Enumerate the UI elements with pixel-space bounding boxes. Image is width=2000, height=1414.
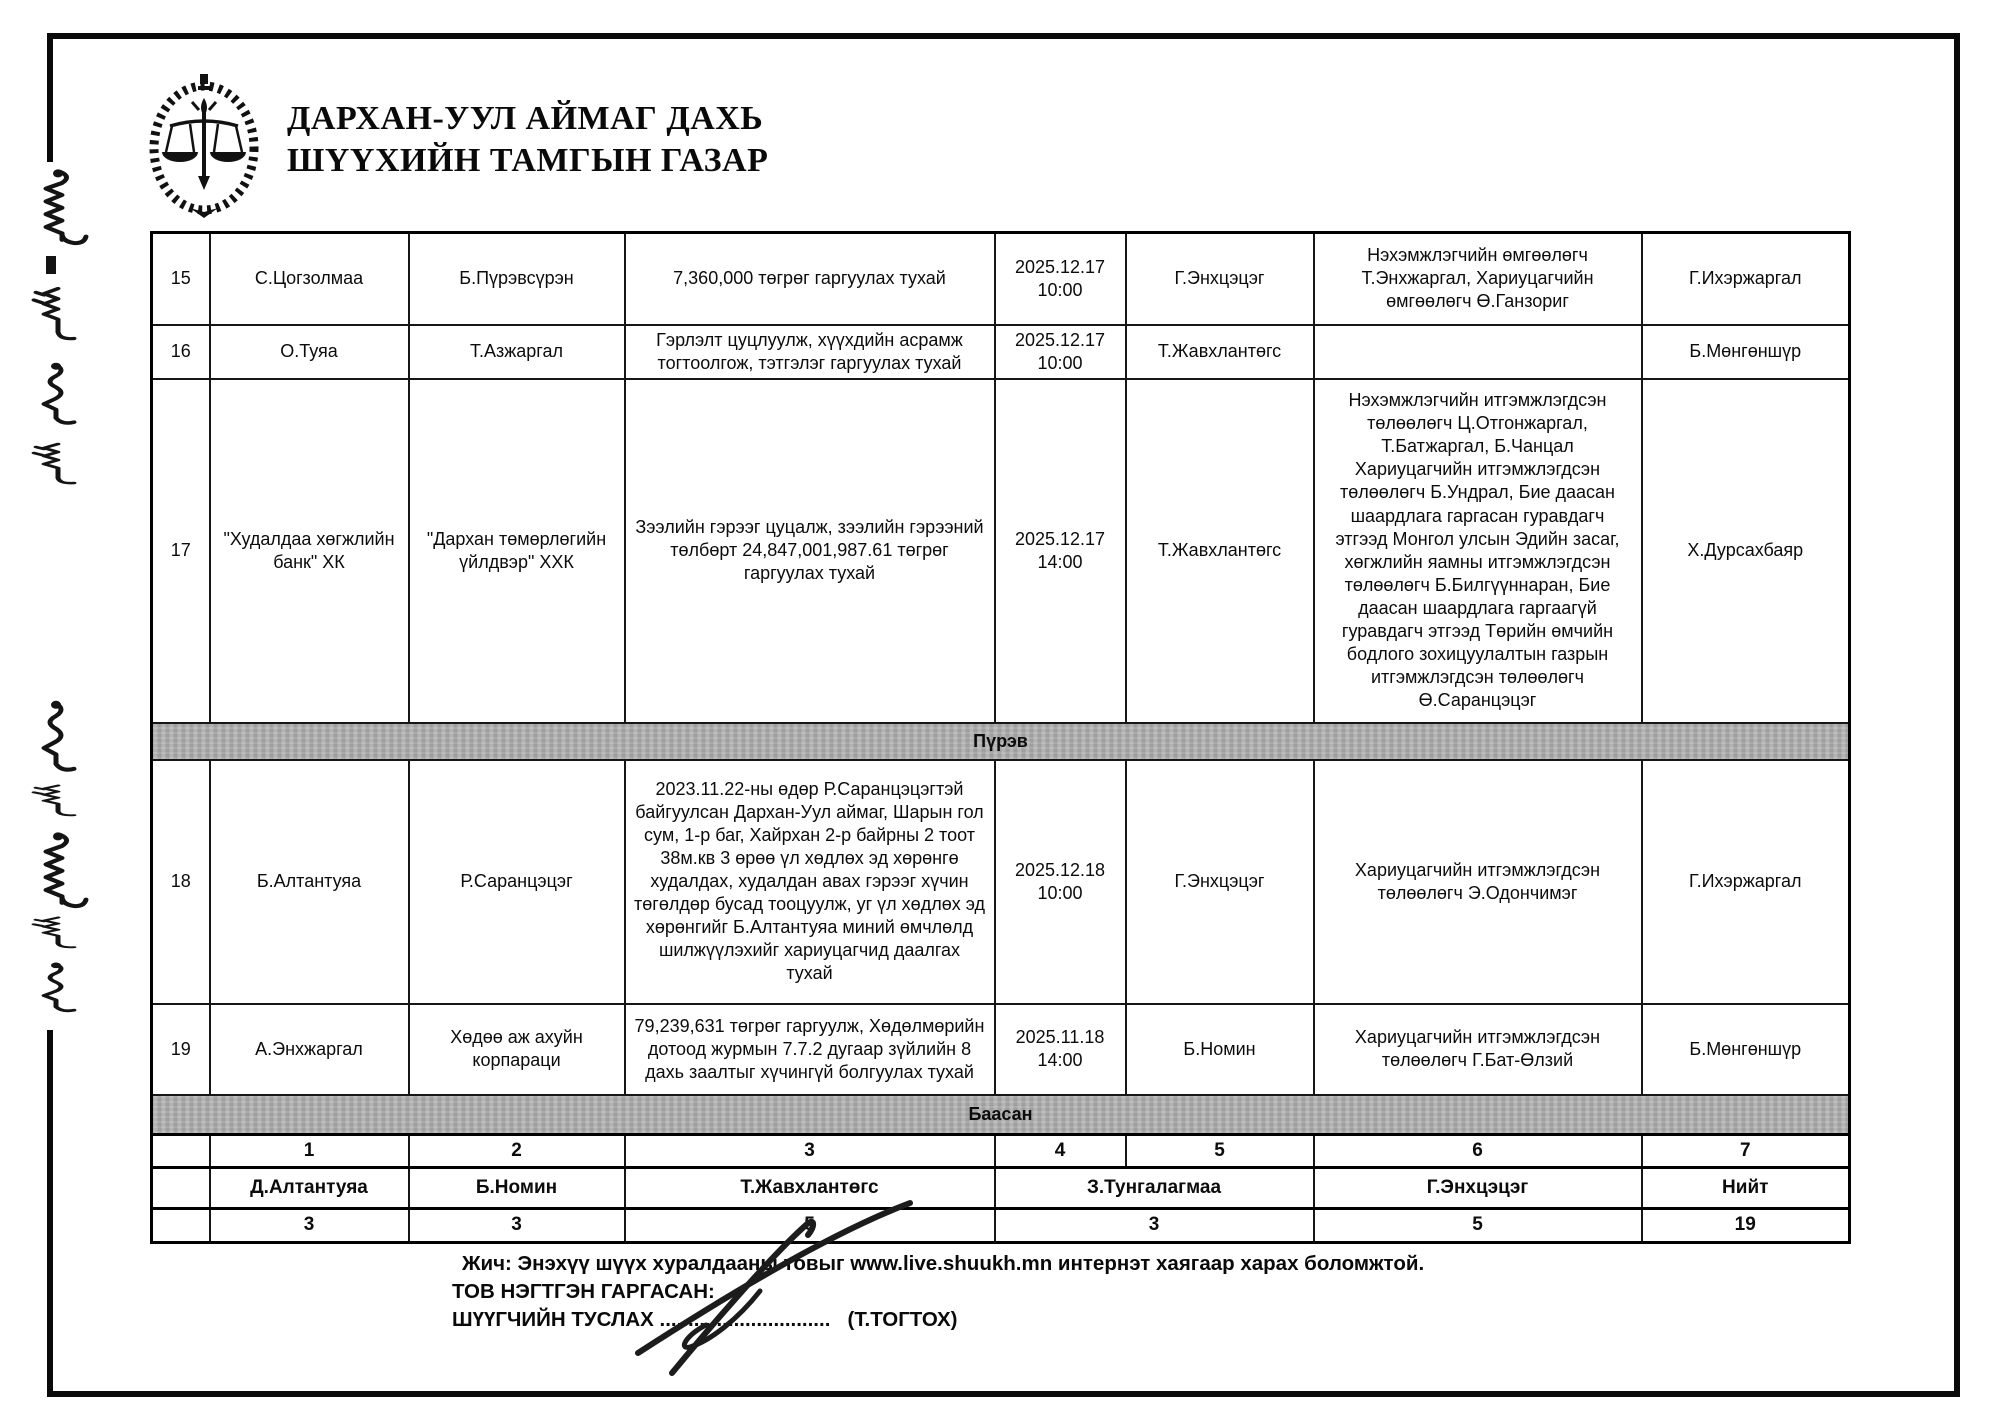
hearing-time: 10:00 xyxy=(1037,279,1083,300)
defendant-cell: Р.Саранцэцэг xyxy=(409,760,625,1004)
table-row xyxy=(152,379,1850,723)
summary-empty-cell xyxy=(152,1168,210,1209)
hearing-date: 2025.11.18 xyxy=(1015,1027,1105,1048)
summary-col-number: 7 xyxy=(1642,1135,1850,1168)
judge-cell: Т.Жавхлантөгс xyxy=(1126,325,1314,379)
prepared-by-label: ТОВ НЭГТГЭН ГАРГАСАН: xyxy=(452,1280,715,1303)
defendant-cell: Хөдөө аж ахуйн корпараци xyxy=(409,1004,625,1095)
datetime-cell xyxy=(995,1004,1126,1095)
secretary-cell: Г.Ихэржаргал xyxy=(1642,233,1850,325)
datetime-cell xyxy=(995,325,1126,379)
hearing-time: 14:00 xyxy=(1037,1050,1083,1071)
datetime-cell xyxy=(995,379,1126,723)
summary-empty-cell xyxy=(152,1209,210,1242)
case-summary-cell: Гэрлэлт цуцлуулж, хүүхдийн асрамж тогтоолгож, тэтгэлэг гаргуулах тухай xyxy=(625,325,995,379)
summary-col-number: 6 xyxy=(1314,1135,1642,1168)
case-number-cell: 16 xyxy=(152,325,210,379)
footer-notes xyxy=(452,1250,1424,1334)
case-number-cell: 15 xyxy=(152,233,210,325)
day-separator-friday xyxy=(152,1095,1850,1135)
secretary-cell: Б.Мөнгөншүр xyxy=(1642,325,1850,379)
assistant-name: (Т.ТОГТОХ) xyxy=(847,1308,958,1331)
summary-empty-cell xyxy=(152,1135,210,1168)
hearing-time: 14:00 xyxy=(1037,551,1083,572)
case-summary-cell: 7,360,000 төгрөг гаргуулах тухай xyxy=(625,233,995,325)
summary-judge-name: З.Тунгалагмаа xyxy=(995,1168,1314,1209)
case-summary-cell: 2023.11.22-ны өдөр Р.Саранцэцэгтэй байгуулсан Дархан-Уул аймаг, Шарын гол сум, 1-р баг, Хайрхан 2-р байрны 2 тоот 38м.кв 3 өрөө үл хөдлөх эд хөрөнгө худалдах, худалдан авах гэрээг хүчин төгөлдөр бусад тооцуулж, уг үл хөдлөх эд хөрөнгийг Б.Алтантуяа миний өмчлөлд шилжүүлэхийг хариуцагчид даалгах тухай xyxy=(625,760,995,1004)
case-number-cell: 19 xyxy=(152,1004,210,1095)
hearing-time: 10:00 xyxy=(1037,352,1083,373)
judge-cell: Б.Номин xyxy=(1126,1004,1314,1095)
defendant-cell: Т.Азжаргал xyxy=(409,325,625,379)
summary-col-number: 2 xyxy=(409,1135,625,1168)
summary-judge-name: Т.Жавхлантөгс xyxy=(625,1168,995,1209)
summary-count: 5 xyxy=(1314,1209,1642,1242)
plaintiff-cell: А.Энхжаргал xyxy=(210,1004,409,1095)
summary-count-row xyxy=(152,1209,1850,1242)
summary-count: 3 xyxy=(210,1209,409,1242)
summary-total-count: 19 xyxy=(1642,1209,1850,1242)
hearing-date: 2025.12.17 xyxy=(1014,256,1106,277)
secretary-cell: Б.Мөнгөншүр xyxy=(1642,1004,1850,1095)
summary-col-number: 5 xyxy=(1126,1135,1314,1168)
representatives-cell: Нэхэмжлэгчийн өмгөөлөгч Т.Энхжаргал, Хариуцагчийн өмгөөлөгч Ө.Ганзориг xyxy=(1314,233,1642,325)
judge-cell: Г.Энхцэцэг xyxy=(1126,760,1314,1004)
case-summary-cell: Зээлийн гэрээг цуцалж, зээлийн гэрээний төлбөрт 24,847,001,987.61 төгрөг гаргуулах тухай xyxy=(625,379,995,723)
summary-col-number: 4 xyxy=(995,1135,1126,1168)
plaintiff-cell: Б.Алтантуяа xyxy=(210,760,409,1004)
judge-cell: Т.Жавхлантөгс xyxy=(1126,379,1314,723)
org-title xyxy=(287,98,768,182)
summary-number-row xyxy=(152,1135,1850,1168)
secretary-cell: Г.Ихэржаргал xyxy=(1642,760,1850,1004)
datetime-cell xyxy=(995,233,1126,325)
summary-count: 3 xyxy=(409,1209,625,1242)
summary-total-label: Нийт xyxy=(1642,1168,1850,1209)
table-row xyxy=(152,1004,1850,1095)
judge-cell: Г.Энхцэцэг xyxy=(1126,233,1314,325)
summary-judge-row xyxy=(152,1168,1850,1209)
summary-judge-name: Г.Энхцэцэг xyxy=(1314,1168,1642,1209)
plaintiff-cell: "Худалдаа хөгжлийн банк" ХК xyxy=(210,379,409,723)
summary-col-number: 1 xyxy=(210,1135,409,1168)
secretary-cell: Х.Дурсахбаяр xyxy=(1642,379,1850,723)
case-number-cell: 18 xyxy=(152,760,210,1004)
summary-col-number: 3 xyxy=(625,1135,995,1168)
table-row xyxy=(152,760,1850,1004)
representatives-cell: Хариуцагчийн итгэмжлэгдсэн төлөөлөгч Г.Бат-Өлзий xyxy=(1314,1004,1642,1095)
summary-count: 3 xyxy=(995,1209,1314,1242)
day-separator-label: Пүрэв xyxy=(152,723,1850,760)
assistant-label: ШҮҮГЧИЙН ТУСЛАХ xyxy=(452,1308,654,1331)
representatives-cell: Нэхэмжлэгчийн итгэмжлэгдсэн төлөөлөгч Ц.Отгонжаргал, Т.Батжаргал, Б.Чанцал Хариуцагчийн итгэмжлэгдсэн төлөөлөгч Б.Ундрал, Бие даасан шаардлага гаргасан гуравдагч этгээд Монгол улсын Эдийн засаг, хөгжлийн яамны итгэмжлэгдсэн төлөөлөгч Б.Билгүүннаран, Бие даасан шаардлага гаргаагүй гуравдагч этгээд Төрийн өмчийн бодлого зохицуулалтын газрын итгэмжлэгдсэн төлөөлөгч Ө.Саранцэцэг xyxy=(1314,379,1642,723)
hearing-date: 2025.12.18 xyxy=(1014,859,1106,880)
org-title-line2: ШҮҮХИЙН ТАМГЫН ГАЗАР xyxy=(287,142,769,179)
org-title-line1: ДАРХАН-УУЛ АЙМАГ ДАХЬ xyxy=(287,100,764,137)
footer-note: Жич: Энэхүү шүүх хуралдааны товыг www.live.shuukh.mn интернэт хаягаар харах боломжтой. xyxy=(462,1252,1425,1275)
hearing-time: 10:00 xyxy=(1037,882,1083,903)
representatives-cell: Хариуцагчийн итгэмжлэгдсэн төлөөлөгч Э.Одончимэг xyxy=(1314,760,1642,1004)
hearing-date: 2025.12.17 xyxy=(1014,329,1106,350)
court-logo-scales-icon xyxy=(138,68,270,218)
day-separator-thursday xyxy=(152,723,1850,760)
table-row xyxy=(152,325,1850,379)
representatives-cell xyxy=(1314,325,1642,379)
defendant-cell: Б.Пүрэвсүрэн xyxy=(409,233,625,325)
case-number-cell: 17 xyxy=(152,379,210,723)
summary-judge-name: Б.Номин xyxy=(409,1168,625,1209)
datetime-cell xyxy=(995,760,1126,1004)
mongolian-script-icon xyxy=(8,160,94,1032)
table-row xyxy=(152,233,1850,325)
plaintiff-cell: С.Цогзолмаа xyxy=(210,233,409,325)
hearing-date: 2025.12.17 xyxy=(1014,528,1106,549)
case-summary-cell: 79,239,631 төгрөг гаргуулж, Хөдөлмөрийн дотоод журмын 7.7.2 дугаар зүйлийн 8 дахь заалтыг хүчингүй болгуулах тухай xyxy=(625,1004,995,1095)
signature-dotted-line: .............................. xyxy=(659,1308,831,1331)
summary-count: 5 xyxy=(625,1209,995,1242)
day-separator-label: Баасан xyxy=(152,1095,1850,1135)
plaintiff-cell: О.Туяа xyxy=(210,325,409,379)
defendant-cell: "Дархан төмөрлөгийн үйлдвэр" ХХК xyxy=(409,379,625,723)
summary-judge-name: Д.Алтантуяа xyxy=(210,1168,409,1209)
hearing-schedule-table xyxy=(150,231,1851,1244)
assistant-line xyxy=(452,1306,1424,1334)
